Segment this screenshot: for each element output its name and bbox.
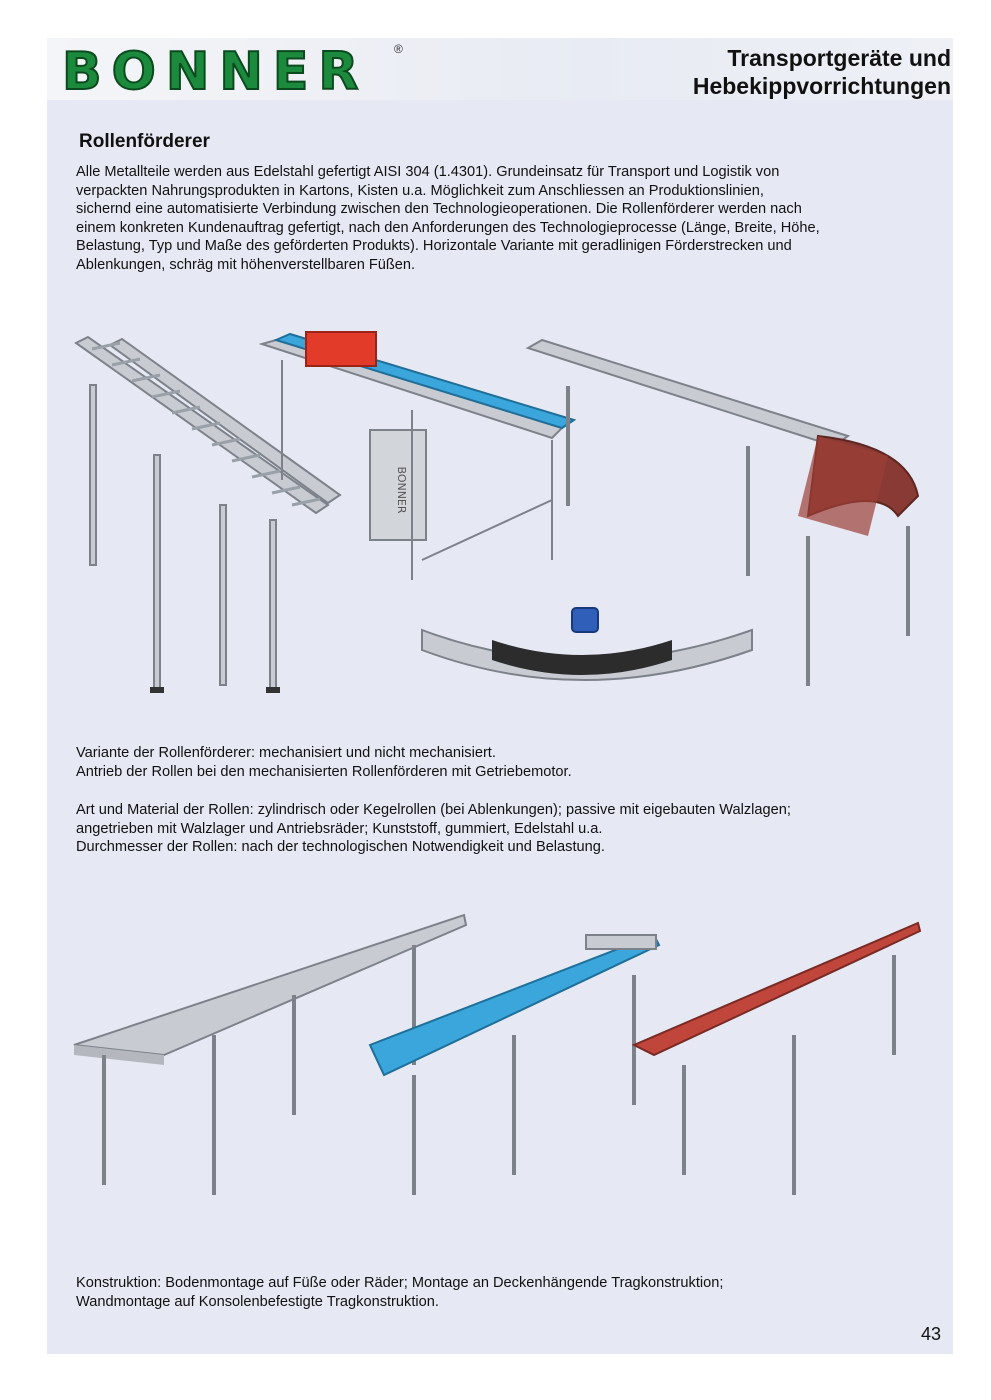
- red-conveyor: [634, 923, 920, 1195]
- page-number: 43: [920, 1324, 941, 1344]
- logo-text: BONNER: [62, 42, 369, 102]
- header-title-line2: Hebekippvorrichtungen: [692, 73, 951, 99]
- section-heading: Rollenförderer: [79, 131, 210, 152]
- rollers-paragraph: Art und Material der Rollen: zylindrisch oder Kegelrollen (bei Ablenkungen); passive mit eigebauten Walzlagen; angetrieben mit Walzlager und Antriebsräder; Kunststoff, gummiert, Edelstahl u.a. Durchmesser der Rollen: nach der technologischen Notwendigkeit und Belastung.: [76, 802, 791, 855]
- bonner-logo: [62, 42, 412, 102]
- variants-paragraph: Variante der Rollenförderer: mechanisiert und nicht mechanisiert. Antrieb der Rollen bei den mechanisierten Rollenförderen mit Getriebemotor.: [76, 745, 572, 780]
- motorized-curve-illustration: [412, 600, 762, 700]
- three-conveyors-illustration: [74, 915, 926, 1215]
- motor-box-label: BONNER: [395, 466, 408, 514]
- header-title: [693, 44, 951, 100]
- header-title-line1: Transportgeräte und: [727, 45, 951, 71]
- construction-paragraph: Konstruktion: Bodenmontage auf Füße oder Räder; Montage an Deckenhängende Tragkonstruktion; Wandmontage auf Konsolenbefestigte Tragkonstruktion.: [76, 1275, 724, 1310]
- intro-paragraph: Alle Metallteile werden aus Edelstahl gefertigt AISI 304 (1.4301). Grundeinsatz für Transport und Logistik von verpackten Nahrungsprodukten in Kartons, Kisten u.a. Möglichkeit zum Anschliessen an Produktionslinien, sichernd eine automatisierte Verbindung zwischen den Technologieoperationen. Die Rollenförderer werden nach einem konkreten Kundenauftrag gefertigt, nach den Anforderungen des Technologieprocesse (Länge, Breite, Höhe, Belastung, Typ und Maße des geförderten Produkts). Horizontale Variante mit geradlinigen Förderstrecken und Ablenkungen, schräg mit höhenverstellbaren Füßen.: [76, 164, 820, 273]
- registered-mark: ®: [394, 42, 403, 56]
